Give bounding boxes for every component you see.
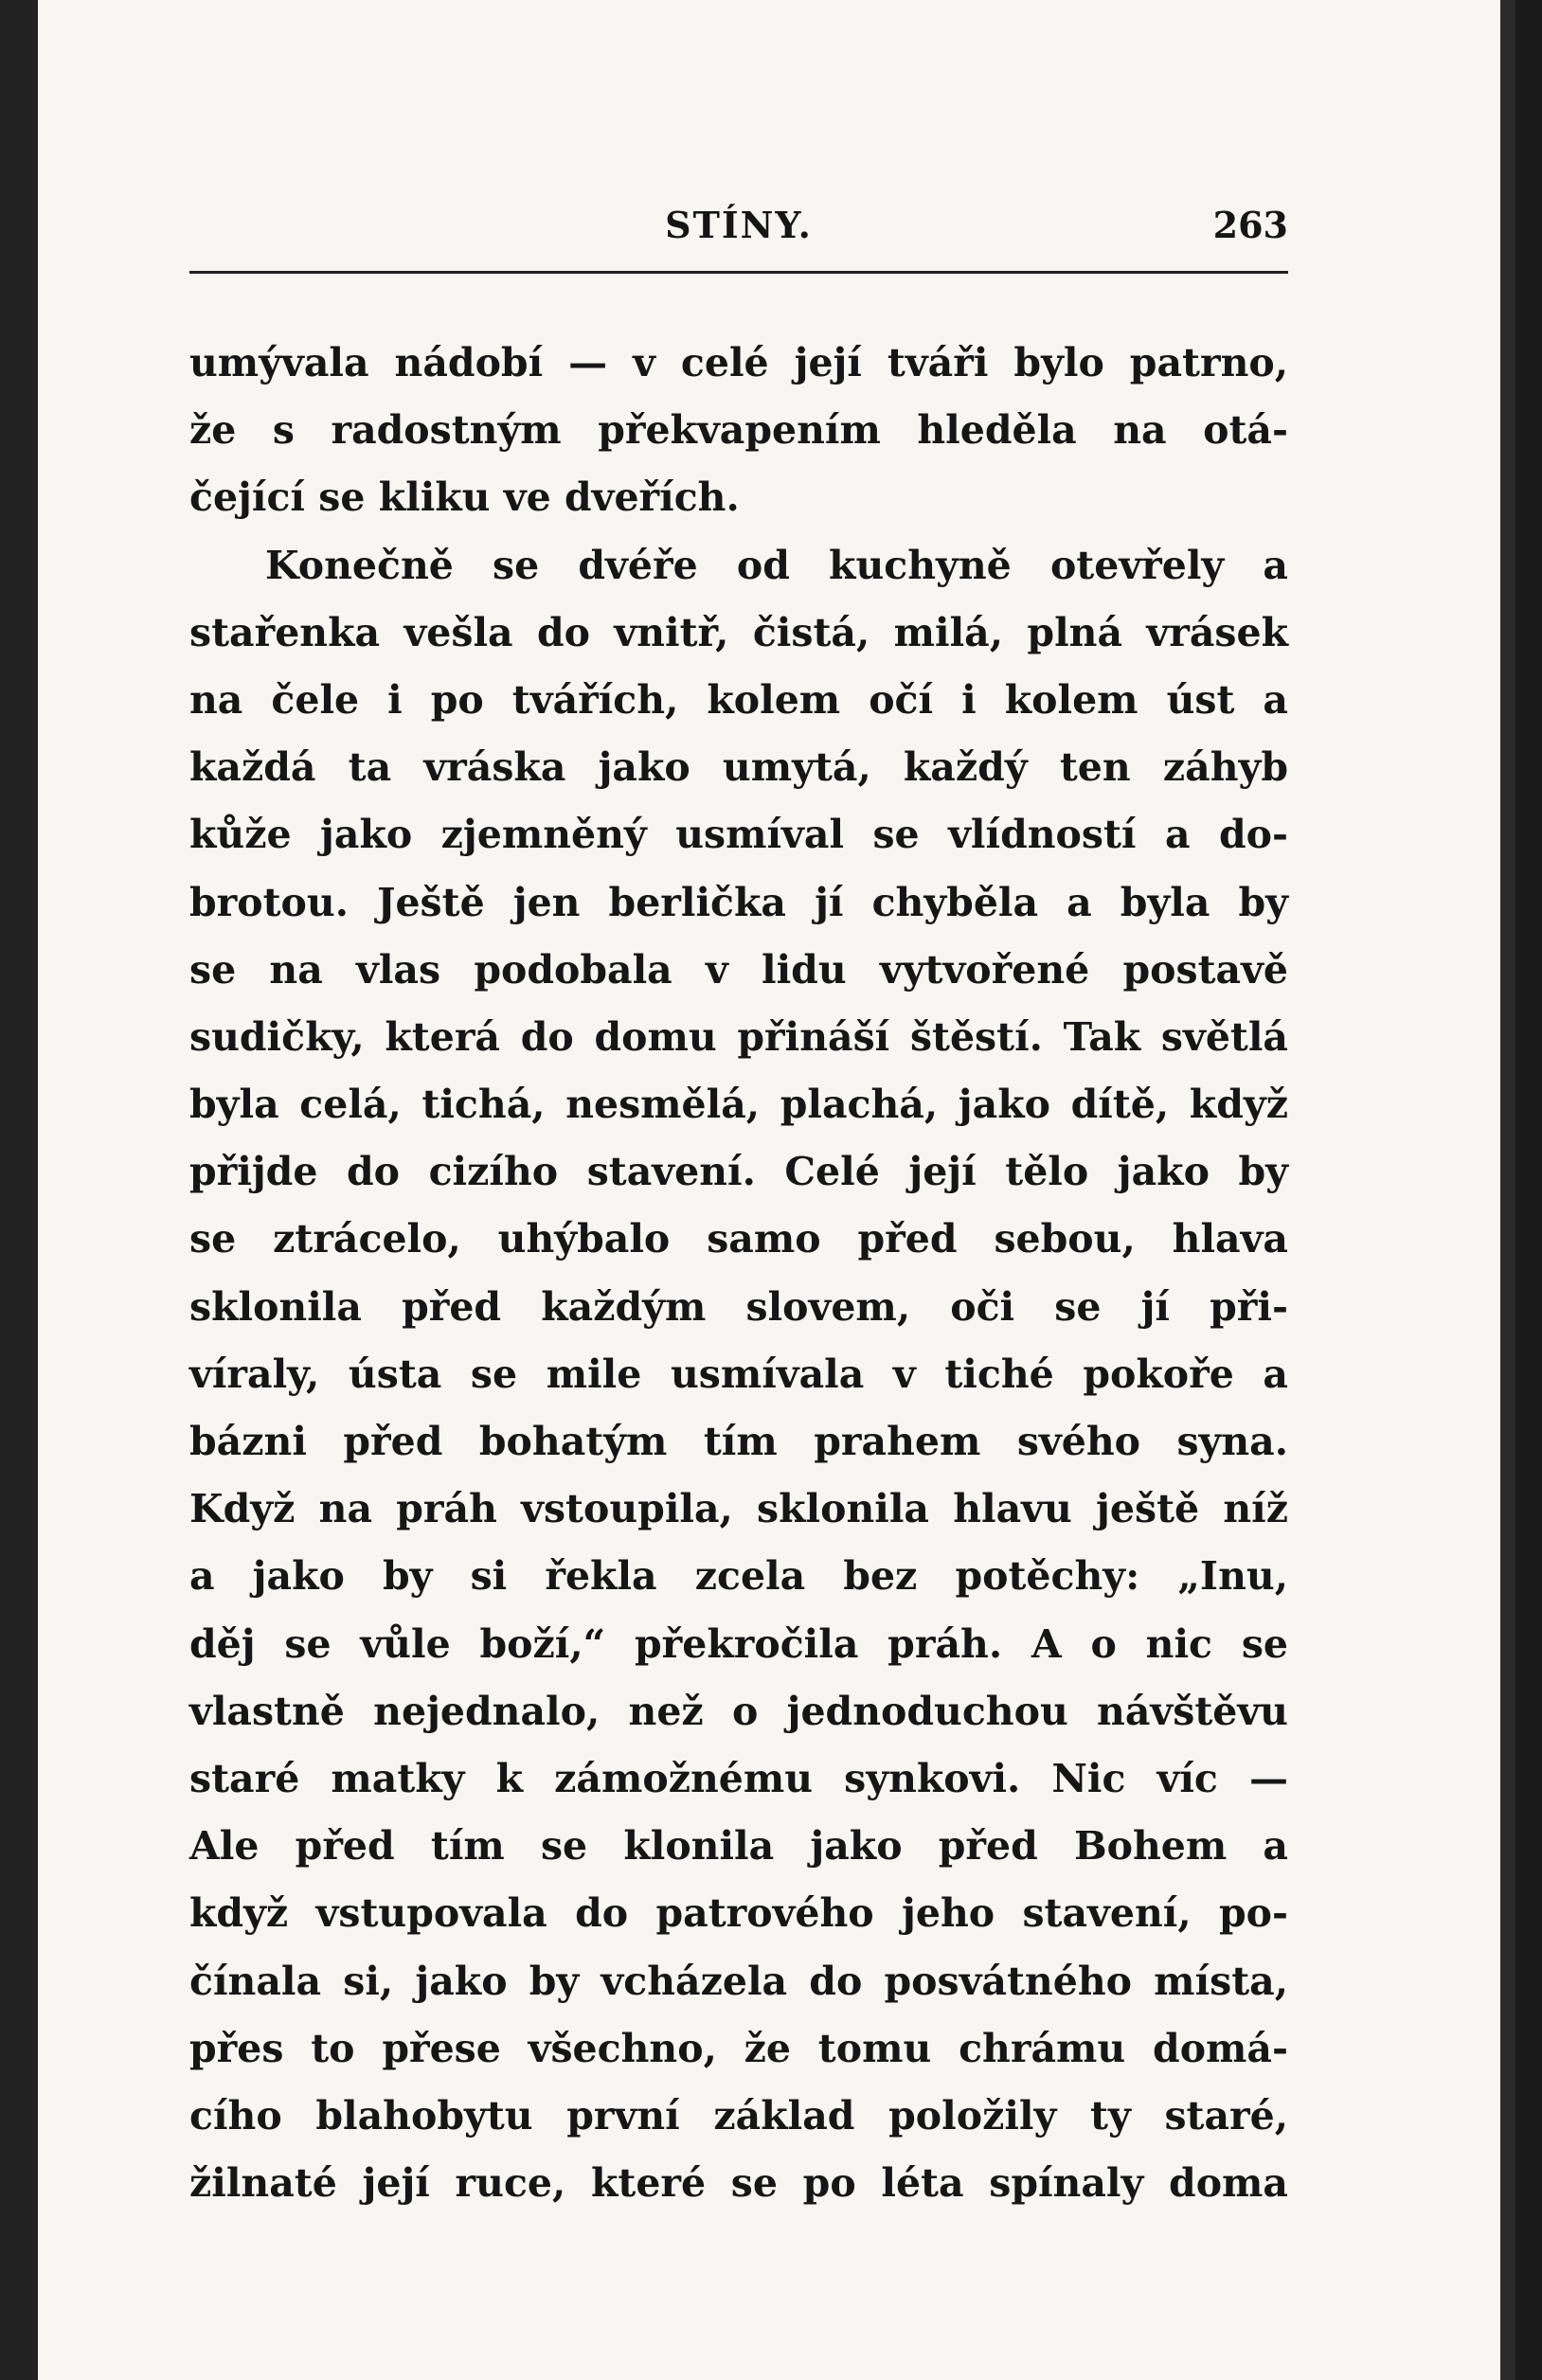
text-line: víraly, ústa se mile usmívala v tiché pokoře a <box>189 1351 1288 1397</box>
text-line: Ale před tím se klonila jako před Bohem a <box>189 1823 1288 1870</box>
running-head-title: STÍNY. <box>665 204 813 246</box>
scan-left-edge <box>0 0 38 2380</box>
text-line: čející se kliku ve dveřích. <box>189 474 740 521</box>
text-line: stařenka vešla do vnitř, čistá, milá, plná vrásek <box>189 609 1288 655</box>
text-line: umývala nádobí — v celé její tváři bylo patrno, <box>189 340 1288 385</box>
text-line: když vstupovala do patrového jeho stavení, po- <box>189 1890 1288 1937</box>
body-text <box>189 330 1288 2217</box>
text-line: vlastně nejednalo, než o jednoduchou návštěvu <box>189 1688 1288 1734</box>
text-line: na čele i po tvářích, kolem očí i kolem úst a <box>189 676 1288 723</box>
text-line: čínala si, jako by vcházela do posvátného místa, <box>189 1958 1288 2004</box>
text-line: že s radostným překvapením hleděla na otá- <box>189 407 1288 454</box>
running-header <box>189 204 1288 260</box>
text-line: děj se vůle boží,“ překročila práh. A o nic se <box>189 1620 1288 1667</box>
text-line: Když na práh vstoupila, sklonila hlavu ještě níž <box>189 1486 1288 1532</box>
text-line: brotou. Ještě jen berlička jí chyběla a byla by <box>189 879 1288 925</box>
text-line: byla celá, tichá, nesmělá, plachá, jako dítě, když <box>189 1082 1288 1128</box>
text-line: staré matky k zámožnému synkovi. Nic víc — <box>189 1755 1288 1801</box>
text-line: cího blahobytu první základ položily ty staré, <box>189 2092 1288 2138</box>
text-line: přijde do cizího stavení. Celé její tělo jako by <box>189 1149 1288 1195</box>
text-line: přes to přese všechno, že tomu chrámu domá- <box>189 2025 1288 2071</box>
text-line: se ztrácelo, uhýbalo samo před sebou, hlava <box>189 1216 1288 1262</box>
header-rule <box>189 271 1288 274</box>
text-line: sklonila před každým slovem, oči se jí při- <box>189 1283 1288 1330</box>
text-line: se na vlas podobala v lidu vytvořené postavě <box>189 946 1288 993</box>
text-line: kůže jako zjemněný usmíval se vlídností a do- <box>189 812 1288 858</box>
text-line: bázni před bohatým tím prahem svého syna. <box>189 1419 1288 1464</box>
text-line: a jako by si řekla zcela bez potěchy: „Inu, <box>189 1553 1288 1600</box>
text-line: sudičky, která do domu přináší štěstí. Tak světlá <box>189 1013 1288 1060</box>
page-number: 263 <box>1212 204 1288 246</box>
text-line: každá ta vráska jako umytá, každý ten záhyb <box>189 744 1288 791</box>
text-line: Konečně se dvéře od kuchyně otevřely a <box>265 542 1288 588</box>
text-line: žilnaté její ruce, které se po léta spínaly doma <box>189 2160 1288 2207</box>
